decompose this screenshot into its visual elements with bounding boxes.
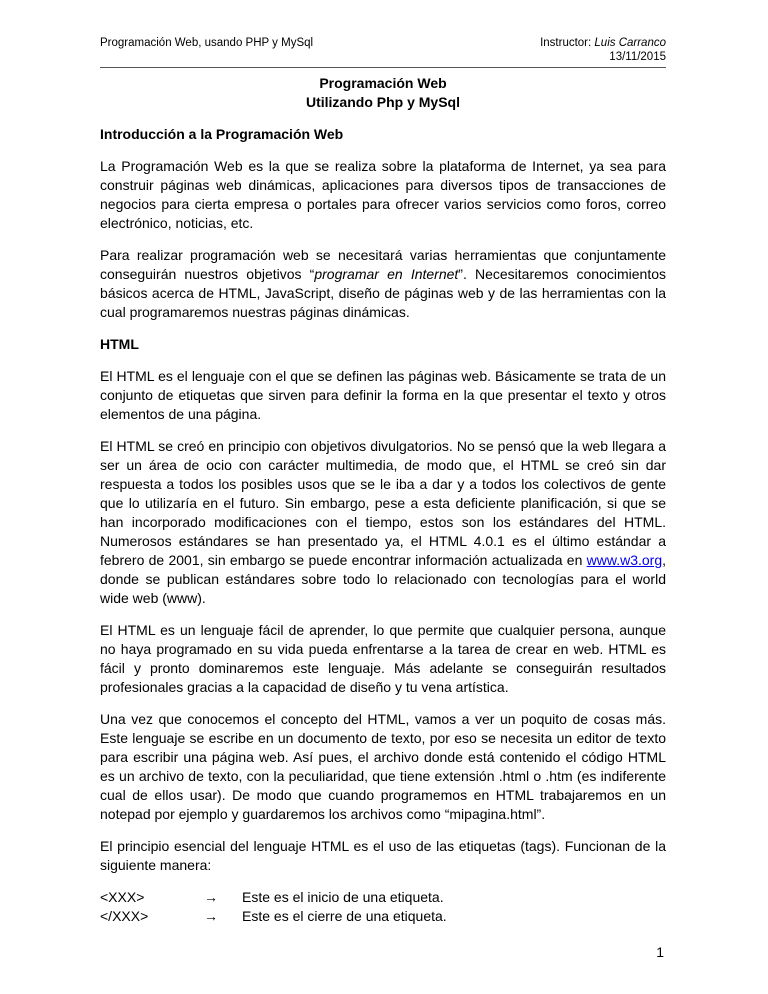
arrow-icon: → — [204, 889, 218, 905]
header-course-title: Programación Web, usando PHP y MySql — [100, 37, 314, 49]
paragraph-intro-2 — [100, 246, 666, 322]
document-title — [100, 74, 666, 112]
instructor-label: Instructor: — [540, 37, 595, 49]
paragraph-html-3: El HTML es un lenguaje fácil de aprender, lo que permite que cualquier persona, aunque no haya programado en su vida pueda enfrentarse a la tarea de crear en web. HTML es fácil y pronto dominaremos este lenguaje. Más adelante se conseguirán resultados profesionales gracias a la capacidad de diseño y tu vena artística. — [100, 622, 666, 695]
paragraph-html-4: Una vez que conocemos el concepto del HTML, vamos a ver un poquito de cosas más. Este lenguaje se escribe en un documento de texto, por eso se necesita un editor de texto para escribir una página web. Así pues, el archivo donde está contenido el código HTML es un archivo de texto, con la peculiaridad, que tiene extensión .html o .htm (es indiferente cual de ellos usar). De modo que cuando programemos en HTML trabajaremos en un notepad por ejemplo y guardaremos los archivos como “mipagina.html”. — [100, 711, 666, 822]
header-right-block — [540, 36, 666, 64]
tag-open-description: Este es el inicio de una etiqueta. — [242, 889, 444, 905]
paragraph-html-2-text-b: , donde se publican estándares sobre todo lo relacionado con tecnologías para el world wide web (www). — [100, 552, 666, 606]
instructor-name: Luis Carranco — [594, 37, 666, 49]
paragraph-html-2-text-a: El HTML se creó en principio con objetivos divulgatorios. No se pensó que la web llegara a ser un área de ocio con carácter multimedia, de modo que, el HTML se creó sin dar respuesta a todos los posibles usos que se le iba a dar y a todos los colectivos de gente que lo utilizaría en el futuro. Sin embargo, pese a esta deficiente planificación, si que se han incorporado modificaciones con el tiempo, estos son los estándares del HTML. Numerosos estándares se han presentado ya, el HTML 4.0.1 es el último estándar a febrero de 2001, sin embargo se puede encontrar información actualizada en — [100, 438, 666, 568]
tag-example-open — [100, 888, 666, 907]
heading-introduccion: Introducción a la Programación Web — [100, 126, 344, 142]
tag-close-literal: </XXX> — [100, 908, 149, 924]
paragraph-intro-1: La Programación Web es la que se realiza sobre la plataforma de Internet, ya sea para construir páginas web dinámicas, aplicaciones para diversos tipos de transacciones de negocios para cierta empresa o portales para ofrecer varios servicios como foros, correo electrónico, noticias, etc. — [100, 158, 666, 231]
header-date: 13/11/2015 — [609, 51, 666, 63]
arrow-icon: → — [204, 908, 218, 924]
header-instructor-line — [540, 36, 666, 50]
tag-close-description: Este es el cierre de una etiqueta. — [242, 908, 447, 924]
paragraph-intro-2-text-b: ”. Necesitaremos conocimientos básicos acerca de HTML, JavaScript, diseño de páginas web y de las herramientas con la cual programaremos nuestras páginas dinámicas. — [100, 266, 667, 320]
paragraph-intro-2-quote: programar en Internet — [314, 266, 459, 282]
page-header — [100, 36, 666, 64]
paragraph-html-1: El HTML es el lenguaje con el que se definen las páginas web. Básicamente se trata de un conjunto de etiquetas que sirven para definir la forma en la que presentar el texto y otros elementos de una página. — [100, 368, 666, 422]
paragraph-tags-intro: El principio esencial del lenguaje HTML es el uso de las etiquetas (tags). Funcionan de la siguiente manera: — [100, 838, 666, 873]
heading-html: HTML — [100, 336, 139, 352]
page-number: 1 — [656, 944, 664, 960]
document-title-line2: Utilizando Php y MySql — [305, 94, 460, 110]
paragraph-html-2 — [100, 437, 666, 608]
w3org-link[interactable]: www.w3.org — [586, 552, 663, 568]
header-divider — [100, 67, 666, 68]
paragraph-intro-2-text-a: Para realizar programación web se necesitará varias herramientas que conjuntamente conseguirán nuestros objetivos “ — [100, 247, 666, 282]
tag-example-close — [100, 907, 666, 926]
document-title-line1: Programación Web — [319, 75, 447, 91]
tag-open-literal: <XXX> — [100, 889, 145, 905]
